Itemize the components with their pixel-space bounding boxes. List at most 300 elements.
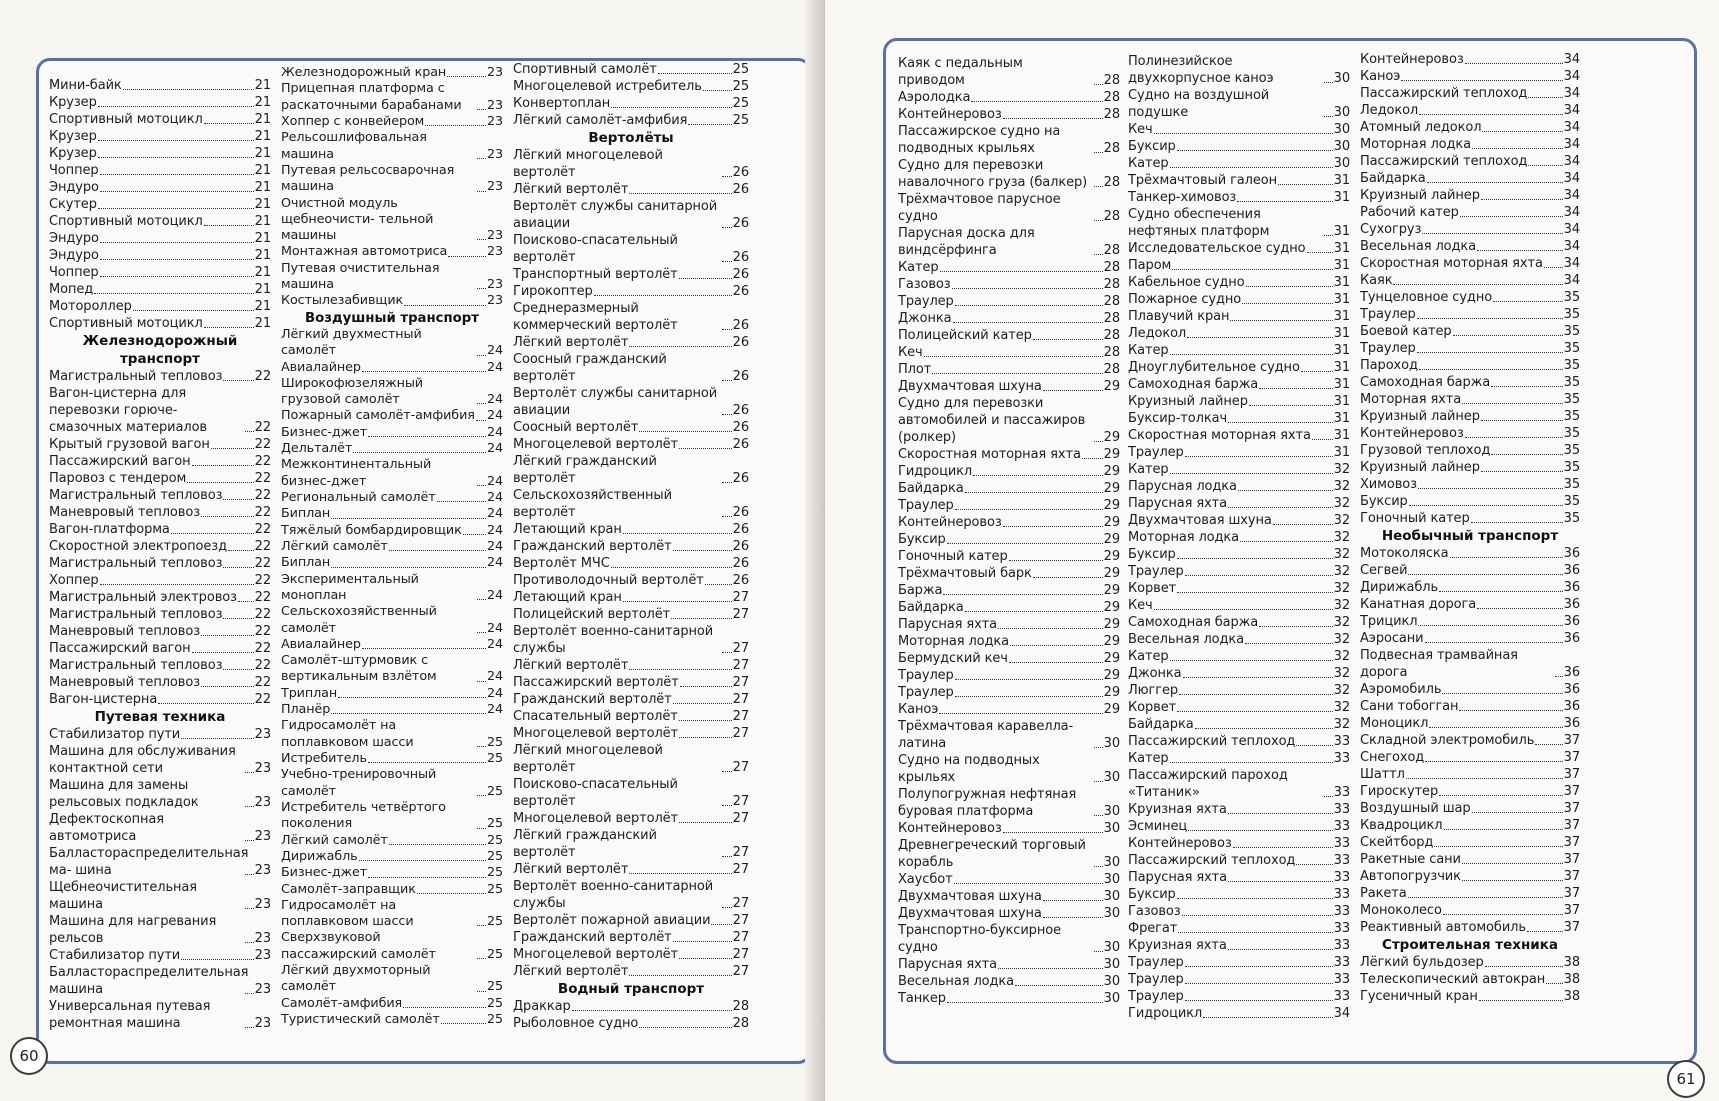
entry-title: Трёхмачтовое парусное судно	[898, 192, 1061, 224]
index-entry	[898, 276, 1120, 293]
dot-leader	[1179, 694, 1333, 695]
entry-page-number: 31	[1333, 411, 1350, 426]
entry-page-number: 25	[486, 848, 503, 864]
index-entry	[281, 376, 503, 409]
entry-title: Гражданский вертолёт	[513, 930, 672, 945]
index-entry	[898, 463, 1120, 480]
index-entry	[281, 327, 503, 360]
entry-page-number: 28	[732, 1016, 749, 1031]
entry-title: Рельсошлифовальная машина	[281, 130, 427, 162]
entry-title: Чоппер	[49, 265, 99, 280]
entry-page-number: 33	[1333, 836, 1350, 851]
entry-page-number: 28	[1103, 107, 1120, 122]
entry-title: Подвесная трамвайная дорога	[1360, 648, 1518, 680]
entry-page-number: 25	[486, 946, 503, 962]
index-entry	[1128, 427, 1350, 444]
dot-leader	[1481, 471, 1563, 472]
entry-page-number: 29	[1103, 651, 1120, 666]
entry-page-number: 28	[1103, 209, 1120, 224]
index-entry	[281, 604, 503, 637]
dot-leader	[947, 1002, 1103, 1003]
entry-title: Мотороллер	[49, 299, 132, 314]
dot-leader	[1439, 795, 1563, 796]
entry-page-number: 37	[1563, 835, 1580, 850]
entry-page-number: 23	[486, 228, 503, 244]
entry-page-number: 31	[1333, 360, 1350, 375]
dot-leader	[679, 737, 732, 738]
entry-title: Каяк	[1360, 273, 1393, 288]
dot-leader	[201, 516, 254, 517]
entry-title: Хоппер с конвейером	[281, 113, 425, 129]
index-entry	[281, 539, 503, 555]
index-entry	[1360, 749, 1580, 766]
dot-leader	[245, 840, 253, 841]
entry-page-number: 23	[486, 113, 503, 129]
dot-leader	[192, 652, 254, 653]
dot-leader	[722, 380, 732, 381]
entry-title: Траулер	[1360, 341, 1416, 356]
entry-page-number: 26	[732, 267, 749, 282]
dot-leader	[1003, 832, 1103, 833]
index-entry	[1128, 869, 1350, 886]
dot-leader	[477, 958, 486, 959]
entry-page-number: 33	[1333, 751, 1350, 766]
entry-title: Вертолёт службы санитарной авиации	[513, 199, 718, 231]
entry-page-number: 34	[1563, 120, 1580, 135]
entry-title: Спортивный самолёт	[513, 62, 657, 77]
index-entry	[281, 833, 503, 849]
dot-leader	[353, 452, 486, 453]
entry-title: Самолёт-заправщик	[281, 881, 416, 897]
dot-leader	[1408, 574, 1562, 575]
entry-title: Машина для нагревания рельсов	[49, 914, 217, 946]
dot-leader	[123, 89, 254, 90]
entry-title: Байдарка	[1128, 717, 1194, 732]
entry-page-number: 27	[732, 658, 749, 673]
entry-page-number: 25	[732, 96, 749, 111]
entry-title: Судно для перевозки навалочного груза (балкер)	[898, 158, 1088, 190]
entry-title: Паром	[1128, 258, 1172, 273]
entry-page-number: 31	[1333, 258, 1350, 273]
entry-page-number: 28	[1103, 328, 1120, 343]
dot-leader	[1170, 167, 1333, 168]
entry-page-number: 26	[732, 165, 749, 180]
index-entry	[1128, 172, 1350, 189]
dot-leader	[1425, 761, 1562, 762]
entry-page-number: 26	[732, 522, 749, 537]
entry-page-number: 22	[254, 522, 271, 537]
entry-title: Поисково-спасательный вертолёт	[513, 233, 678, 265]
entry-title: Вертолёт военно-санитарной службы	[513, 879, 714, 911]
entry-page-number: 25	[486, 832, 503, 848]
dot-leader	[1535, 744, 1562, 745]
index-entry	[1128, 325, 1350, 342]
entry-title: Балластораспределительная ма- шина	[49, 846, 249, 878]
entry-page-number: 26	[732, 539, 749, 554]
entry-title: Учебно-тренировочный самолёт	[281, 767, 437, 799]
entry-page-number: 37	[1563, 818, 1580, 833]
entry-title: Контейнеровоз	[1360, 52, 1464, 67]
index-entry	[281, 490, 503, 506]
index-entry	[49, 162, 271, 179]
index-entry	[49, 145, 271, 162]
dot-leader	[204, 327, 254, 328]
index-entry	[1360, 545, 1580, 562]
index-entry	[898, 922, 1120, 956]
index-entry	[898, 531, 1120, 548]
index-entry	[513, 776, 749, 810]
dot-leader	[228, 550, 254, 551]
index-entry	[513, 538, 749, 555]
index-entry	[513, 521, 749, 538]
dot-leader	[1259, 626, 1332, 627]
entry-title: Скутер	[49, 197, 97, 212]
index-entry	[281, 261, 503, 294]
section-heading: Железнодорожный транспорт	[82, 333, 238, 367]
index-entry	[1360, 562, 1580, 579]
dot-leader	[204, 123, 254, 124]
dot-leader	[477, 239, 486, 240]
dot-leader	[1170, 354, 1333, 355]
entry-title: Пароход	[1360, 358, 1418, 373]
entry-title: Полинезийское двухкорпусное каноэ	[1128, 54, 1274, 86]
dot-leader	[1154, 609, 1333, 610]
entry-title: Маневровый тепловоз	[49, 505, 201, 520]
entry-page-number: 23	[254, 1016, 271, 1031]
entry-title: Кеч	[1128, 122, 1153, 137]
dot-leader	[1172, 269, 1332, 270]
dot-leader	[1009, 560, 1103, 561]
entry-title: Лёгкий вертолёт	[513, 862, 629, 877]
index-entry	[49, 436, 271, 453]
entry-title: Лёгкий вертолёт	[513, 335, 629, 350]
dot-leader	[722, 227, 732, 228]
entry-title: Траулер	[1128, 564, 1184, 579]
dot-leader	[201, 635, 254, 636]
entry-title: Гидросамолёт на поплавковом шасси	[281, 897, 414, 930]
entry-title: Лёгкий многоцелевой вертолёт	[513, 743, 663, 775]
dot-leader	[98, 140, 254, 141]
left-page-number: 60	[10, 1037, 48, 1075]
index-entry	[49, 555, 271, 572]
entry-page-number: 23	[254, 982, 271, 997]
index-entry	[513, 147, 749, 181]
index-entry	[1360, 391, 1580, 408]
entry-title: Вагон-цистерна для перевозки горюче-смазочных материалов	[49, 386, 207, 435]
dot-leader	[1465, 437, 1563, 438]
entry-page-number: 23	[254, 948, 271, 963]
dot-leader	[1528, 165, 1562, 166]
index-entry	[49, 77, 271, 94]
index-entry	[49, 487, 271, 504]
entry-page-number: 36	[1563, 563, 1580, 578]
entry-title: Рыболовное судно	[513, 1016, 639, 1031]
index-entry	[1360, 442, 1580, 459]
dot-leader	[1477, 250, 1563, 251]
entry-title: Буксир	[1128, 547, 1176, 562]
index-entry	[1360, 238, 1580, 255]
entry-page-number: 33	[1333, 887, 1350, 902]
dot-leader	[639, 431, 731, 432]
index-entry	[1128, 648, 1350, 665]
index-entry	[513, 946, 749, 963]
entry-title: Вагон-цистерна	[49, 692, 158, 707]
entry-page-number: 22	[254, 573, 271, 588]
entry-title: Траулер	[898, 668, 954, 683]
index-entry	[1128, 903, 1350, 920]
index-entry	[49, 743, 271, 777]
dot-leader	[1324, 116, 1332, 117]
entry-page-number: 35	[1563, 290, 1580, 305]
dot-leader	[94, 293, 254, 294]
entry-title: Магистральный электровоз	[49, 590, 237, 605]
entry-title: Магистральный тепловоз	[49, 488, 223, 503]
entry-title: Среднеразмерный коммерческий вертолёт	[513, 301, 678, 333]
index-entry	[513, 657, 749, 674]
entry-title: Пассажирский теплоход	[1360, 154, 1528, 169]
entry-title: Магистральный тепловоз	[49, 658, 223, 673]
entry-page-number: 38	[1563, 955, 1580, 970]
dot-leader	[223, 618, 253, 619]
entry-page-number: 23	[486, 97, 503, 113]
entry-page-number: 25	[732, 79, 749, 94]
index-entry	[281, 882, 503, 898]
dot-leader	[338, 697, 486, 698]
dot-leader	[100, 276, 254, 277]
entry-page-number: 23	[254, 761, 271, 776]
entry-page-number: 30	[1103, 889, 1120, 904]
dot-leader	[953, 322, 1103, 323]
dot-leader	[1003, 526, 1103, 527]
index-entry	[281, 572, 503, 605]
index-entry	[281, 849, 503, 865]
index-entry	[898, 565, 1120, 582]
index-entry	[513, 419, 749, 436]
entry-page-number: 33	[1333, 955, 1350, 970]
entry-title: Моторная лодка	[1128, 530, 1240, 545]
index-entry	[49, 247, 271, 264]
entry-title: Газовоз	[898, 277, 951, 292]
entry-title: Противолодочный вертолёт	[513, 573, 704, 588]
index-entry	[1360, 954, 1580, 971]
index-entry	[1128, 614, 1350, 631]
entry-title: Двухмачтовая шхуна	[898, 889, 1042, 904]
dot-leader	[679, 448, 732, 449]
entry-title: Танкер	[898, 991, 946, 1006]
entry-title: Пассажирский теплоход	[1128, 853, 1296, 868]
index-entry	[1128, 189, 1350, 206]
index-entry	[1128, 291, 1350, 308]
entry-page-number: 29	[1103, 668, 1120, 683]
index-entry	[513, 283, 749, 300]
entry-title: Лёгкий вертолёт	[513, 182, 629, 197]
dot-leader	[1465, 63, 1563, 64]
index-entry	[898, 378, 1120, 395]
dot-leader	[100, 191, 254, 192]
dot-leader	[1418, 488, 1563, 489]
index-entry	[49, 281, 271, 298]
index-entry	[1128, 308, 1350, 325]
index-entry	[513, 929, 749, 946]
dot-leader	[1228, 507, 1333, 508]
index-entry	[281, 751, 503, 767]
index-entry	[513, 742, 749, 776]
entry-title: Магистральный тепловоз	[49, 556, 223, 571]
entry-page-number: 29	[1103, 532, 1120, 547]
index-entry	[1360, 476, 1580, 493]
entry-page-number: 23	[486, 244, 503, 260]
dot-leader	[629, 975, 731, 976]
dot-leader	[477, 288, 486, 289]
entry-page-number: 33	[1333, 819, 1350, 834]
entry-title: Фрегат	[1128, 921, 1178, 936]
entry-page-number: 36	[1563, 716, 1580, 731]
right-page	[825, 0, 1719, 1101]
entry-title: Эндуро	[49, 248, 99, 263]
dot-leader	[705, 584, 732, 585]
dot-leader	[1015, 985, 1103, 986]
entry-title: Корвет	[1128, 581, 1177, 596]
entry-title: Круизный лайнер	[1360, 188, 1480, 203]
dot-leader	[629, 873, 731, 874]
entry-page-number: 27	[732, 845, 749, 860]
entry-page-number: 31	[1333, 292, 1350, 307]
entry-title: Двухмачтовая шхуна	[1128, 513, 1272, 528]
entry-page-number: 34	[1563, 137, 1580, 152]
entry-title: Магистральный тепловоз	[49, 369, 223, 384]
index-entry	[1360, 408, 1580, 425]
entry-title: Пожарный самолёт-амфибия	[281, 408, 475, 424]
index-entry	[898, 633, 1120, 650]
entry-title: Моноколесо	[1360, 903, 1442, 918]
entry-title: Триплан	[281, 685, 338, 701]
dot-leader	[98, 157, 254, 158]
dot-leader	[100, 242, 254, 243]
dot-leader	[1482, 131, 1562, 132]
entry-page-number: 22	[254, 556, 271, 571]
dot-leader	[1477, 608, 1563, 609]
dot-leader	[1185, 966, 1333, 967]
index-entry	[513, 623, 749, 657]
right-page-number: 61	[1667, 1060, 1705, 1098]
index-entry	[898, 310, 1120, 327]
entry-page-number: 24	[486, 522, 503, 538]
index-entry	[513, 334, 749, 351]
dot-leader	[425, 125, 486, 126]
entry-page-number: 30	[1103, 855, 1120, 870]
dot-leader	[722, 805, 732, 806]
dot-leader	[1472, 148, 1563, 149]
entry-page-number: 22	[254, 624, 271, 639]
index-entry	[281, 702, 503, 718]
entry-page-number: 30	[1333, 156, 1350, 171]
dot-leader	[623, 601, 732, 602]
entry-title: Самоходная баржа	[1360, 375, 1491, 390]
index-entry	[49, 504, 271, 521]
entry-title: Траулер	[1128, 445, 1184, 460]
entry-title: Траулер	[898, 498, 954, 513]
dot-leader	[1043, 390, 1103, 391]
entry-page-number: 37	[1563, 920, 1580, 935]
dot-leader	[943, 594, 1102, 595]
entry-page-number: 21	[254, 231, 271, 246]
entry-title: Катер	[1128, 751, 1169, 766]
index-entry	[1128, 359, 1350, 376]
entry-page-number: 21	[254, 180, 271, 195]
dot-leader	[1178, 932, 1332, 933]
dot-leader	[477, 681, 486, 682]
entry-title: Катер	[898, 260, 939, 275]
entry-title: Вертолёт службы санитарной авиации	[513, 386, 718, 418]
entry-page-number: 30	[1333, 122, 1350, 137]
entry-title: Весельная лодка	[1128, 632, 1245, 647]
entry-page-number: 33	[1333, 972, 1350, 987]
entry-title: Весельная лодка	[1360, 239, 1477, 254]
right-column-1	[898, 55, 1120, 1007]
dot-leader	[965, 492, 1103, 493]
dot-leader	[673, 941, 732, 942]
index-entry	[49, 368, 271, 385]
entry-page-number: 32	[1333, 598, 1350, 613]
entry-title: Двухмачтовая шхуна	[898, 906, 1042, 921]
dot-leader	[1233, 847, 1333, 848]
dot-leader	[1324, 82, 1332, 83]
index-entry	[281, 360, 503, 376]
section-heading: Путевая техника	[94, 709, 226, 725]
dot-leader	[1094, 747, 1102, 748]
dot-leader	[1479, 1000, 1563, 1001]
index-entry	[1128, 801, 1350, 818]
index-entry	[898, 888, 1120, 905]
entry-page-number: 28	[1103, 90, 1120, 105]
index-entry	[1360, 204, 1580, 221]
entry-title: Трёхмачтовая каравелла-латина	[898, 719, 1074, 751]
section-heading: Строительная техника	[1381, 937, 1559, 953]
entry-page-number: 31	[1333, 309, 1350, 324]
entry-page-number: 32	[1333, 564, 1350, 579]
dot-leader	[477, 158, 486, 159]
dot-leader	[955, 679, 1103, 680]
index-entry	[1128, 631, 1350, 648]
entry-page-number: 30	[1103, 991, 1120, 1006]
dot-leader	[1238, 490, 1333, 491]
entry-title: Парусная лодка	[1128, 479, 1237, 494]
entry-title: Магистральный тепловоз	[49, 607, 223, 622]
entry-page-number: 27	[732, 607, 749, 622]
entry-page-number: 21	[254, 112, 271, 127]
index-entry	[898, 225, 1120, 259]
entry-page-number: 33	[1333, 904, 1350, 919]
entry-title: Путевая рельсосварочная машина	[281, 162, 455, 195]
entry-title: Бермудский кеч	[898, 651, 1008, 666]
index-entry	[898, 446, 1120, 463]
entry-page-number: 27	[732, 930, 749, 945]
entry-title: Весельная лодка	[898, 974, 1015, 989]
entry-title: Рабочий катер	[1360, 205, 1459, 220]
entry-page-number: 29	[1103, 481, 1120, 496]
dot-leader	[1273, 524, 1333, 525]
entry-page-number: 28	[1103, 175, 1120, 190]
entry-page-number: 22	[254, 420, 271, 435]
dot-leader	[1185, 983, 1333, 984]
entry-title: Сельскохозяйственный вертолёт	[513, 488, 672, 520]
dot-leader	[1528, 97, 1562, 98]
index-entry	[513, 674, 749, 691]
index-entry	[49, 111, 271, 128]
entry-page-number: 35	[1563, 409, 1580, 424]
index-entry	[1360, 374, 1580, 391]
entry-page-number: 32	[1333, 496, 1350, 511]
